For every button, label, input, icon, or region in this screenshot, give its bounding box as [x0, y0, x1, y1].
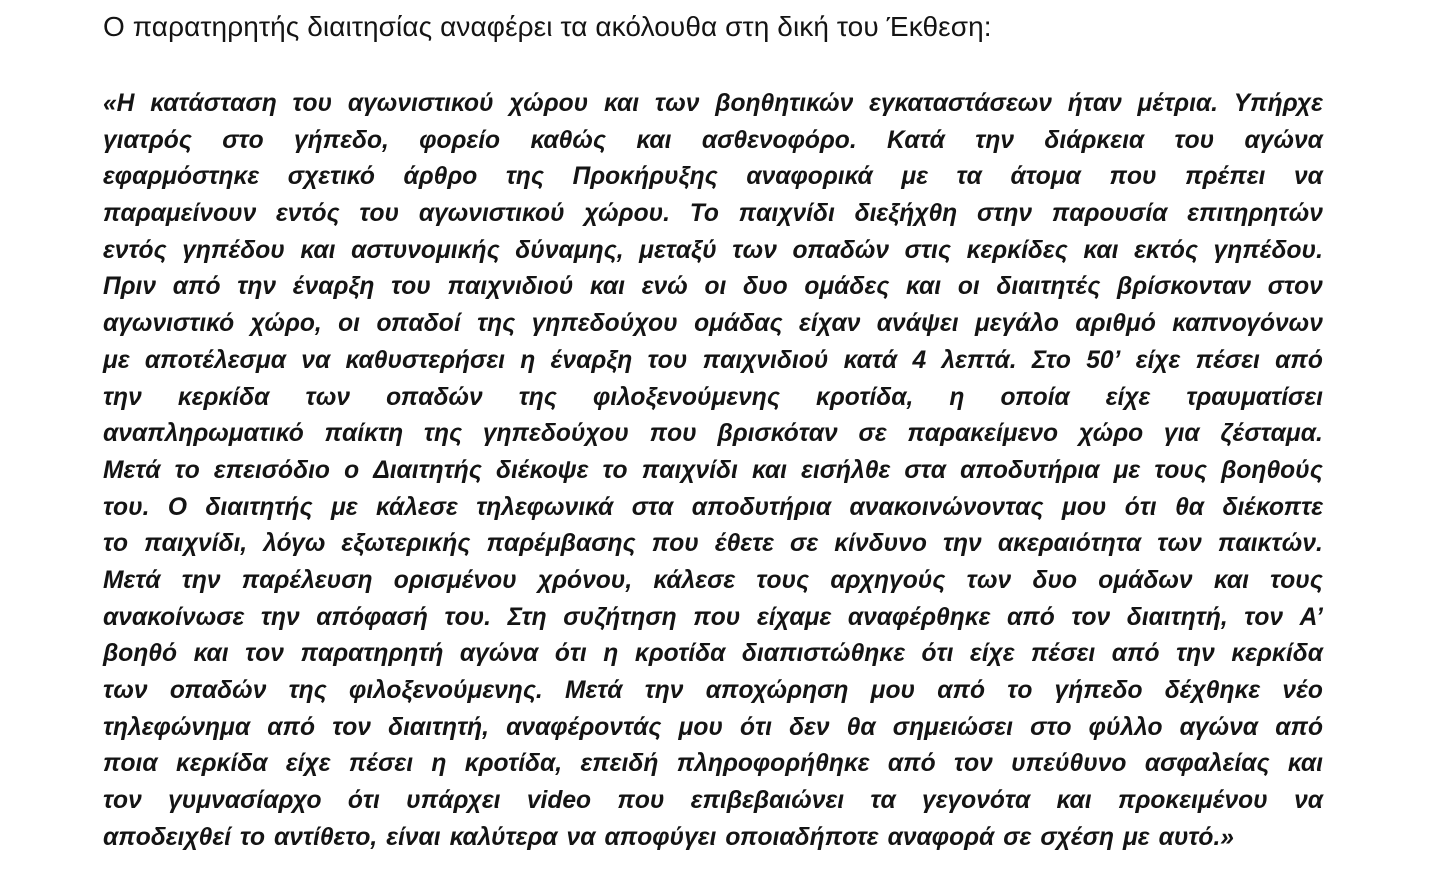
- quote-word: μέτρια.: [1137, 90, 1218, 117]
- quote-word: έναρξη: [550, 346, 633, 374]
- quote-word: των: [732, 236, 777, 264]
- quote-word: κερκίδα: [175, 750, 268, 778]
- quote-word: γηπέδου.: [1213, 236, 1323, 264]
- quote-word: την: [181, 566, 221, 594]
- quote-word: κροτίδα: [634, 640, 726, 668]
- quote-word: είχε: [1135, 346, 1181, 374]
- quote-word: βοηθό: [103, 640, 178, 668]
- quote-word: κροτίδα,: [815, 383, 914, 411]
- quote-word: παιχνίδι: [641, 456, 738, 484]
- quote-word: των: [966, 566, 1012, 594]
- quote-word: Κατά: [887, 126, 945, 154]
- quote-word: διαπιστώθηκε: [741, 640, 905, 668]
- quote-word: ήταν: [1067, 90, 1122, 117]
- quote-word: του: [292, 90, 333, 117]
- quote-word: το: [239, 823, 265, 851]
- quote-word: αυτό.»: [1158, 823, 1234, 851]
- quote-word: για: [1163, 420, 1200, 448]
- quote-word: παιχνίδι: [738, 200, 835, 228]
- quote-word: της: [518, 383, 557, 411]
- quote-word: που: [1109, 163, 1157, 191]
- quote-line: [103, 746, 1323, 783]
- quote-word: Ο: [167, 493, 187, 521]
- quote-word: έναρξη: [292, 273, 375, 301]
- quote-word: διέκοψε: [495, 456, 589, 484]
- quote-word: Διαιτητής: [373, 456, 482, 484]
- quote-word: «Η: [103, 90, 135, 117]
- quote-word: άρθρο: [403, 163, 478, 191]
- quote-word: καθυστερήσει: [345, 346, 505, 374]
- quote-word: πέσει: [348, 750, 414, 778]
- quote-word: επιβεβαιώνει: [690, 787, 845, 815]
- quote-word: εξωτερικής: [341, 530, 471, 558]
- quote-word: των: [1157, 530, 1202, 558]
- quote-word: ασθενοφόρο.: [701, 126, 857, 154]
- quote-word: φύλλο: [1088, 713, 1163, 741]
- quote-word: παιχνιδιού: [447, 273, 574, 301]
- quote-word: τον: [245, 640, 284, 668]
- quote-word: με: [1113, 456, 1141, 484]
- quote-word: τον: [103, 787, 142, 815]
- quote-word: 4: [912, 346, 927, 374]
- quote-word: αστυνομικής: [351, 236, 500, 264]
- quote-word: αποδυτήρια: [691, 493, 832, 521]
- quote-word: επιτηρητών: [1187, 200, 1323, 228]
- quote-word: κατά: [843, 346, 898, 374]
- quote-word: με: [901, 163, 928, 191]
- quote-word: αγώνα: [1179, 713, 1259, 741]
- quote-word: οπαδοί: [376, 310, 461, 338]
- quote-word: Μετά: [103, 456, 161, 484]
- quote-word: η: [949, 383, 965, 411]
- quote-word: στο: [222, 126, 264, 154]
- quote-word: βρίσκονταν: [1117, 273, 1252, 301]
- quote-word: παρακείμενο: [907, 420, 1059, 448]
- quote-word: παιχνιδιού: [702, 346, 829, 374]
- quote-word: είχε: [1105, 383, 1151, 411]
- quote-word: αποδειχθεί: [103, 823, 231, 851]
- intro-paragraph: Ο παρατηρητής διαιτησίας αναφέρει τα ακόλουθα στη δική του Έκθεση:: [103, 11, 992, 42]
- quote-word: του: [1174, 126, 1215, 154]
- quote-word: των: [654, 90, 700, 117]
- quote-word: και: [603, 90, 640, 117]
- quote-word: οι: [957, 273, 980, 301]
- quote-word: που: [651, 530, 699, 558]
- quote-word: λόγω: [263, 530, 326, 558]
- quote-word: θα: [846, 713, 876, 741]
- quote-word: τραυματίσει: [1186, 383, 1323, 411]
- quote-word: παιχνίδι,: [144, 530, 248, 558]
- quote-word: αντίθετο,: [274, 823, 378, 851]
- quote-word: είχαν: [798, 310, 861, 338]
- quote-line: [103, 416, 1323, 453]
- quote-word: δεν: [789, 713, 830, 741]
- quote-word: στον: [1267, 273, 1323, 301]
- quote-word: εντός: [276, 200, 340, 228]
- quote-word: με: [330, 493, 358, 521]
- quote-word: μου: [678, 713, 723, 741]
- quote-word: τους: [756, 566, 810, 594]
- quote-word: των: [103, 677, 148, 704]
- quote-word: του: [647, 346, 688, 374]
- quote-word: γυμνασίαρχο: [168, 787, 322, 815]
- quote-word: από: [1275, 346, 1323, 374]
- quote-word: και: [751, 456, 788, 484]
- quote-word: παραμείνουν: [103, 200, 257, 228]
- quote-word: γήπεδο,: [293, 126, 389, 154]
- quote-word: κροτίδα,: [464, 750, 563, 778]
- quote-word: αποφύγει: [604, 823, 717, 851]
- quote-word: από: [1007, 603, 1055, 631]
- quote-word: Στη: [507, 603, 547, 631]
- quote-word: μου: [870, 677, 916, 704]
- quote-word: ανακοινώνοντας: [849, 493, 1044, 521]
- quote-word: απόφασή: [316, 603, 428, 631]
- quote-line: [103, 783, 1323, 820]
- quote-word: και: [589, 273, 626, 301]
- quote-word: την: [975, 126, 1015, 154]
- quote-word: διαιτητής: [205, 493, 313, 521]
- quote-word: το: [1007, 677, 1033, 704]
- quote-word: και: [193, 640, 229, 668]
- quote-word: καπνογόνων: [1172, 310, 1323, 338]
- quote-word: ομάδας: [694, 310, 783, 338]
- quote-word: ότι: [554, 640, 587, 668]
- quote-word: του.: [444, 603, 491, 631]
- quote-word: σε: [1003, 823, 1032, 851]
- quote-line: [103, 636, 1323, 673]
- quote-word: στην: [976, 200, 1033, 228]
- quote-word: είχαμε: [756, 603, 832, 631]
- quote-word: ότι: [921, 640, 954, 668]
- quote-word: οποία: [1000, 383, 1070, 411]
- quote-word: στις: [904, 236, 951, 264]
- quote-word: γήπεδο: [1054, 677, 1143, 704]
- quote-word: που: [693, 603, 741, 631]
- quote-word: διεξήχθη: [854, 200, 958, 228]
- quote-word: παίκτη: [324, 420, 404, 448]
- quote-word: και: [636, 126, 672, 154]
- quote-word: Το: [689, 200, 719, 228]
- quote-word: Α’: [1299, 603, 1323, 631]
- quote-word: διαιτητή,: [388, 713, 489, 741]
- quote-word: πέσει: [1195, 346, 1260, 374]
- quote-line: [103, 123, 1323, 160]
- quote-word: χώρου.: [584, 200, 670, 228]
- quote-word: των: [305, 383, 351, 411]
- quote-line: [103, 600, 1323, 637]
- quote-word: ακεραιότητα: [997, 530, 1142, 558]
- quote-word: μεγάλο: [975, 310, 1059, 338]
- quote-word: πέσει: [1031, 640, 1096, 668]
- quote-line: [103, 673, 1323, 710]
- quote-word: ασφαλείας: [1144, 750, 1270, 778]
- quote-word: διαιτητή,: [1126, 603, 1228, 631]
- quote-word: το: [103, 530, 129, 558]
- quote-word: της: [423, 420, 463, 448]
- quote-word: σχετικό: [287, 163, 375, 191]
- quote-word: βοηθούς: [1221, 456, 1323, 484]
- quote-word: τα: [956, 163, 982, 191]
- quote-word: Προκήρυξης: [572, 163, 718, 191]
- quote-word: μου: [1061, 493, 1107, 521]
- quote-word: και: [1213, 566, 1249, 594]
- quote-word: Μετά: [103, 566, 161, 594]
- quote-word: που: [649, 420, 697, 448]
- quote-word: τον: [332, 713, 371, 741]
- quote-word: την: [237, 273, 277, 301]
- quote-word: Υπήρχε: [1233, 90, 1323, 117]
- quote-word: γεγονότα: [922, 787, 1031, 815]
- quote-word: ότι: [347, 787, 380, 815]
- quote-word: το: [174, 456, 200, 484]
- quote-word: οπαδών: [792, 236, 890, 264]
- quote-word: φιλοξενούμενης: [592, 383, 780, 411]
- quote-word: η: [603, 640, 619, 668]
- quote-line: [103, 343, 1323, 380]
- quote-word: διέκοπτε: [1222, 493, 1323, 521]
- quote-word: είναι: [386, 823, 441, 851]
- quote-word: διάρκεια: [1044, 126, 1145, 154]
- quote-word: προκειμένου: [1117, 787, 1268, 815]
- quote-word: η: [431, 750, 447, 778]
- quote-line: [103, 159, 1323, 196]
- quote-word: το: [602, 456, 628, 484]
- quote-word: από: [172, 273, 221, 301]
- quote-word: ενώ: [641, 273, 688, 301]
- quote-word: με: [103, 346, 130, 374]
- quote-word: 50’: [1086, 346, 1121, 374]
- quote-word: Μετά: [564, 677, 623, 704]
- quote-word: αγωνιστικό: [103, 310, 235, 338]
- quote-word: καλύτερα: [449, 823, 558, 851]
- quote-word: εγκαταστάσεων: [869, 90, 1052, 117]
- quote-word: της: [288, 677, 327, 704]
- quote-word: άτομα: [1010, 163, 1081, 191]
- quote-word: γηπεδούχου: [531, 310, 678, 338]
- quote-word: χώρο: [1078, 420, 1144, 448]
- quote-word: είχε: [969, 640, 1015, 668]
- quote-word: ανακοίνωσε: [103, 603, 245, 631]
- quote-word: την: [1176, 640, 1215, 668]
- quote-word: εντός: [103, 236, 167, 264]
- quote-word: οι: [704, 273, 727, 301]
- quote-word: χρόνου,: [537, 566, 633, 594]
- quote-line: [103, 86, 1323, 123]
- quote-word: ότι: [1124, 493, 1157, 521]
- quote-word: video: [526, 787, 592, 815]
- quote-word: με: [1122, 823, 1150, 851]
- quote-word: αποδυτήρια: [960, 456, 1100, 484]
- quote-word: κερκίδα: [1231, 640, 1323, 668]
- quote-word: να: [1293, 163, 1323, 191]
- quote-word: ομάδες: [804, 273, 890, 301]
- quote-word: παρέλευση: [241, 566, 373, 594]
- quote-word: να: [566, 823, 596, 851]
- quote-word: επεισόδιο: [213, 456, 330, 484]
- quote-word: ορισμένου: [393, 566, 517, 594]
- quote-word: αγωνιστικού: [418, 200, 565, 228]
- quote-word: από: [267, 713, 316, 741]
- quote-word: σε: [858, 420, 887, 448]
- quote-word: της: [477, 310, 516, 338]
- quote-word: και: [906, 273, 942, 301]
- quote-word: την: [942, 530, 982, 558]
- quote-word: ότι: [740, 713, 772, 741]
- quote-word: εφαρμόστηκε: [103, 163, 260, 191]
- quote-word: δέχθηκε: [1164, 677, 1261, 704]
- quote-word: οποιαδήποτε: [725, 823, 879, 851]
- quote-word: του: [391, 273, 431, 301]
- quote-word: παρέμβασης: [486, 530, 636, 558]
- quote-word: βρισκόταν: [717, 420, 838, 448]
- quote-word: Πριν: [103, 273, 157, 301]
- quote-word: Στο: [1031, 346, 1071, 374]
- quote-word: έθετε: [714, 530, 774, 558]
- quote-word: αγωνιστικού: [347, 90, 494, 117]
- quote-word: αναφέρθηκε: [847, 603, 991, 631]
- quote-word: μεταξύ: [639, 236, 717, 264]
- quote-word: από: [1275, 713, 1323, 741]
- quote-word: αποχώρηση: [705, 677, 849, 704]
- quote-word: του: [359, 200, 400, 228]
- quote-line: [103, 269, 1323, 306]
- quote-word: σημειώσει: [892, 713, 1013, 741]
- quote-word: της: [505, 163, 545, 191]
- quote-word: να: [301, 346, 331, 374]
- quote-word: παικτών.: [1217, 530, 1323, 558]
- quote-word: φορείο: [419, 126, 501, 154]
- quote-word: κατάσταση: [150, 90, 277, 117]
- quote-word: από: [937, 677, 986, 704]
- quote-word: χώρο,: [250, 310, 322, 338]
- quote-word: νέο: [1282, 677, 1323, 704]
- quote-word: την: [644, 677, 684, 704]
- quote-word: που: [617, 787, 665, 815]
- quote-word: αγώνα: [1244, 126, 1323, 154]
- quote-line: [103, 233, 1323, 270]
- quote-word: την: [260, 603, 300, 631]
- quote-line: [103, 563, 1323, 600]
- quote-line: [103, 380, 1323, 417]
- quote-line: [103, 306, 1323, 343]
- quote-word: να: [1294, 787, 1323, 815]
- quote-word: και: [1287, 750, 1323, 778]
- quote-word: κίνδυνο: [834, 530, 927, 558]
- quote-word: τον: [1244, 603, 1284, 631]
- quote-word: και: [1056, 787, 1092, 815]
- quote-word: στα: [904, 456, 946, 484]
- quote-word: γηπεδούχου: [482, 420, 629, 448]
- quote-word: συζήτηση: [563, 603, 677, 631]
- quote-word: τηλεφώνημα: [103, 713, 251, 741]
- quote-word: από: [887, 750, 936, 778]
- quote-word: από: [1111, 640, 1160, 668]
- quote-word: πληροφορήθηκε: [676, 750, 870, 778]
- quote-word: φιλοξενούμενης.: [348, 677, 543, 704]
- quote-word: αριθμό: [1075, 310, 1156, 338]
- quote-word: ζέσταμα.: [1220, 420, 1323, 448]
- quote-word: δυο: [743, 273, 788, 301]
- quote-word: και: [300, 236, 336, 264]
- quote-word: λεπτά.: [941, 346, 1017, 374]
- quote-word: παρατηρητή: [300, 640, 444, 668]
- quote-word: την: [103, 383, 142, 411]
- quote-word: οι: [338, 310, 361, 338]
- quote-word: οπαδών: [169, 677, 267, 704]
- quote-word: αναφορικά: [746, 163, 873, 191]
- quote-line: [103, 490, 1323, 527]
- quote-line: [103, 820, 1323, 857]
- quote-word: αναφορά: [887, 823, 995, 851]
- quote-word: δυο: [1032, 566, 1078, 594]
- quote-word: επειδή: [580, 750, 659, 778]
- quote-word: οπαδών: [386, 383, 483, 411]
- quote-word: στο: [1030, 713, 1072, 741]
- quote-word: θα: [1175, 493, 1205, 521]
- quote-word: κερκίδες: [966, 236, 1068, 264]
- quote-word: ανάψει: [876, 310, 959, 338]
- quote-word: η: [520, 346, 536, 374]
- quote-word: ομάδων: [1098, 566, 1193, 594]
- quote-word: αρχηγούς: [830, 566, 946, 594]
- quote-word: είχε: [285, 750, 331, 778]
- quote-word: διαιτητές: [996, 273, 1101, 301]
- quote-word: αναπληρωματικό: [103, 420, 304, 448]
- quote-word: αγώνα: [459, 640, 539, 668]
- quote-word: γιατρός: [103, 126, 192, 154]
- quote-line: [103, 710, 1323, 747]
- quote-word: του.: [103, 493, 150, 521]
- quote-word: ο: [344, 456, 360, 484]
- quote-word: κάλεσε: [376, 493, 458, 521]
- quote-word: βοηθητικών: [715, 90, 854, 117]
- quote-word: υπάρχει: [406, 787, 501, 815]
- quote-word: αποτέλεσμα: [144, 346, 286, 374]
- quote-word: και: [1083, 236, 1119, 264]
- quote-line: [103, 453, 1323, 490]
- quote-word: καθώς: [530, 126, 606, 154]
- quote-line: [103, 196, 1323, 233]
- quote-word: κερκίδα: [177, 383, 270, 411]
- quote-word: τους: [1270, 566, 1323, 594]
- quote-word: χώρου: [509, 90, 589, 117]
- quote-word: παρουσία: [1051, 200, 1168, 228]
- quote-word: εκτός: [1134, 236, 1198, 264]
- quote-word: τον: [1071, 603, 1111, 631]
- quote-word: τον: [954, 750, 993, 778]
- quote-word: τηλεφωνικά: [476, 493, 614, 521]
- quote-word: κάλεσε: [653, 566, 736, 594]
- quote-word: σε: [790, 530, 819, 558]
- quote-word: υπεύθυνο: [1011, 750, 1127, 778]
- quote-word: γηπέδου: [182, 236, 285, 264]
- quote-word: αναφέροντάς: [506, 713, 662, 741]
- quoted-report: [103, 86, 1323, 856]
- quote-word: τα: [870, 787, 896, 815]
- quote-word: τους: [1154, 456, 1208, 484]
- quote-word: εισήλθε: [801, 456, 891, 484]
- quote-word: δύναμης,: [515, 236, 624, 264]
- quote-word: στα: [631, 493, 674, 521]
- quote-word: σχέση: [1040, 823, 1114, 851]
- quote-line: [103, 526, 1323, 563]
- quote-word: ποια: [103, 750, 158, 778]
- quote-word: πρέπει: [1185, 163, 1266, 191]
